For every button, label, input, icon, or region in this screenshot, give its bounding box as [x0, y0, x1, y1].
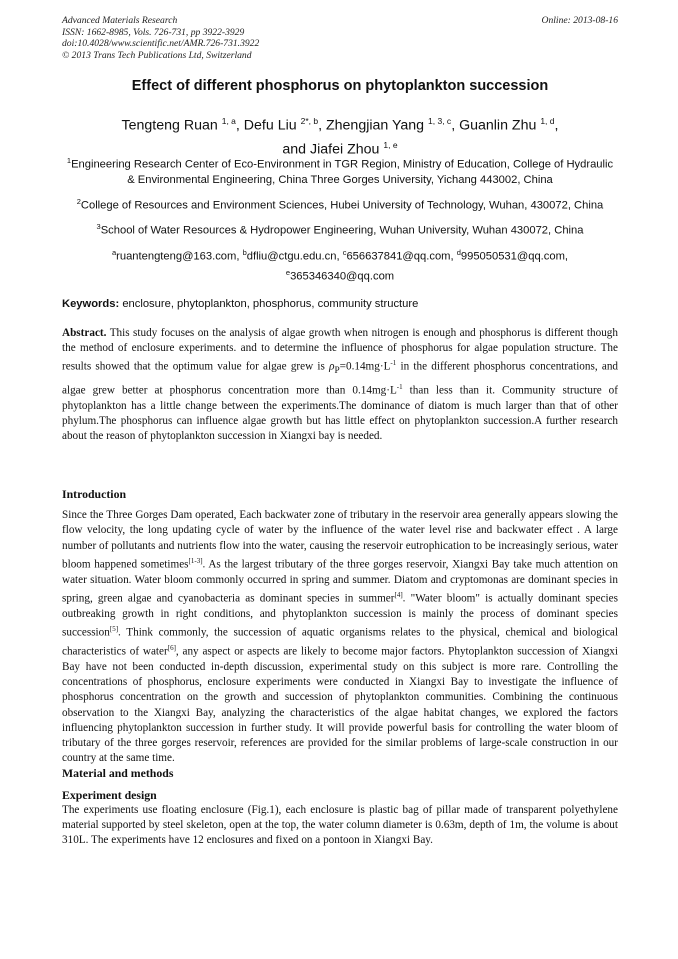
- affiliation-text: Engineering Research Center of Eco-Environment in TGR Region, Ministry of Education, College of Hydraulic & Environmental Engineering, China Three Gorges University, Yichang 443002, China: [71, 158, 614, 186]
- abstract-text: than less than it. Community structure of phytoplankton has a little change between the experiments.The dominance of diatom is much larger than that of other phylum.The phosphorus can influence algae growth but has little effect on phytoplankton succession.A further research about the reason of phytoplankton succession in Xiangxi bay is needed.: [62, 384, 618, 442]
- copyright-line: © 2013 Trans Tech Publications Ltd, Switzerland: [62, 49, 252, 61]
- introduction-heading: Introduction: [62, 487, 127, 501]
- affiliation: [62, 194, 618, 214]
- unit-exponent: -1: [390, 359, 397, 368]
- affiliation-num: 2: [76, 196, 81, 206]
- abstract: [62, 326, 618, 444]
- abstract-label: Abstract.: [62, 327, 107, 339]
- keywords-label: Keywords:: [62, 298, 120, 310]
- author-sup: 1, 3, c: [428, 116, 452, 126]
- author-name: Jiafei Zhou: [310, 141, 380, 158]
- affiliations: [62, 153, 618, 291]
- issn-line: ISSN: 1662-8985, Vols. 726-731, pp 3922-3929: [62, 26, 245, 38]
- email-key: e: [285, 267, 291, 277]
- email-link[interactable]: 365346340@qq.com: [290, 270, 395, 283]
- affiliation: [62, 153, 618, 188]
- intro-sentence: Since the Three Gorges Dam operated, Each backwater zone of tributary in the reservoir area generally appears slowing the flow velocity, the long updating cycle of water by the influence of the water level rise and backwater effect . A large number of pollutants and nutrients flow into the water, causing the reservoir eutrophication to be increasingly serious, water bloom happened sometimes: [62, 509, 618, 571]
- methods-text: The experiments use floating enclosure (Fig.1), each enclosure is plastic bag of pillar made of transparent polyethylene material supported by steel skeleton, open at the top, the water column diameter is 0.63m, depth of 1m, the volume is about 310L. The experiments have 12 enclosures and fixed on a pontoon in Xiangxi Bay.: [62, 803, 618, 847]
- abstract-text: This study focuses on the analysis of algae growth when nitrogen is enough and phosphorus is different though the method of enclosure experiments. and to determine the influence of phosphorus for algae population structure. The results showed that the optimum value for algae grew is: [62, 327, 618, 374]
- affiliation-num: 3: [96, 222, 101, 232]
- intro-sentence: . Think commonly, the succession of aquatic organisms relates to the physical, chemical and biological characteristics of water: [62, 626, 618, 658]
- author-sup: 1, a: [221, 116, 236, 126]
- author-name: Guanlin Zhu: [459, 117, 537, 134]
- email-link[interactable]: ruantengteng@163.com: [116, 250, 237, 263]
- affiliation-text: College of Resources and Environment Sciences, Hubei University of Technology, Wuhan, 430072, China: [80, 199, 604, 212]
- citation-ref[interactable]: [4]: [394, 590, 403, 599]
- email-link[interactable]: dfliu@ctgu.edu.cn: [246, 250, 337, 263]
- methods-heading: Material and methods: [62, 766, 174, 781]
- abstract-text: =0.14mg·L: [339, 361, 391, 374]
- affiliation: [62, 219, 618, 239]
- doi-line: doi:10.4028/www.scientific.net/AMR.726-731.3922: [62, 38, 260, 49]
- email-key: d: [456, 248, 461, 258]
- citation-ref[interactable]: [6]: [167, 644, 176, 653]
- affiliation-text: School of Water Resources & Hydropower Engineering, Wuhan University, Wuhan 430072, China: [100, 225, 584, 238]
- email-key: a: [111, 248, 117, 258]
- introduction-section: [62, 487, 618, 848]
- email-list: $^a$ruantengteng@163.com, $^b$dfliu@ctgu.edu.cn, $^c$656637841@qq.com, $^d$995050531@qq.com, $^e$365346340@qq.com: [111, 248, 569, 283]
- citation-ref[interactable]: [1-3]: [188, 556, 203, 565]
- intro-sentence: , any aspect or aspects are likely to become major factors. Phytoplankton succession of Xiangxi Bay have not been conducted in-depth discussion, experimental study on this subject is more rare. Controlling the concentrations of phosphorus, enclosure experiments were conducted in Xiangxi Bay to investigate the influence of phosphorus concentration on the growth and succession of phytoplankton communities. Combining the continuous observation to the Xiangxi Bay, analyzing the characteristics of the algae habitat changes, we explored the factors influencing phytoplankton succession in further study. It will provide powerful basis for controlling the water bloom of tributary of the three gorges reservoir, references are provided for the similar problems of large-scale construction in our country at the same time.: [62, 645, 618, 765]
- intro-sentence: . As the largest tributary of the three gorges reservoir, Xiangxi Bay take much attention on water situation. Water bloom commonly occurred in spring and summer. Diatom and cryptomonas are dominant species in spring, green algae and cyanobacteria as dominant species in summer: [62, 558, 618, 605]
- affiliation-num: 1: [66, 156, 72, 165]
- author-list: Tengteng Ruan $^{1, a}$, Defu Liu $^{2*, b}$, Zhengjian Yang $^{1, 3, c}$, Guanlin Zhu $^{1, d}$, and Jiafei Zhou $^{1, e}$: [121, 116, 559, 158]
- email-link[interactable]: 656637841@qq.com: [346, 250, 451, 263]
- rho-symbol: ρ: [329, 361, 335, 374]
- author-name: Zhengjian Yang: [325, 117, 425, 134]
- abstract-text: in the different phosphorus concentrations, and algae grew better at phosphorus concentration more than 0.14mg·L: [62, 361, 619, 397]
- online-date: Online: 2013-08-16: [541, 15, 618, 26]
- author-sup: 1, d: [540, 116, 555, 126]
- citation-ref[interactable]: [5]: [109, 625, 119, 634]
- intro-sentence: . "Water bloom" is actually dominant species outbreaking growth in right conditions, and phytoplankton succession is mainly the process of dominant species succession: [62, 592, 618, 639]
- email-key: b: [242, 248, 247, 258]
- introduction-text: [62, 508, 618, 766]
- paper-title: Effect of different phosphorus on phytoplankton succession: [131, 78, 549, 94]
- email-link[interactable]: 995050531@qq.com: [460, 250, 565, 263]
- author-name: Tengteng Ruan: [121, 117, 218, 134]
- author-sup: 1, e: [383, 139, 398, 150]
- journal-header: [62, 15, 618, 61]
- author-name: Defu Liu: [243, 117, 297, 134]
- rho-subscript: P: [334, 366, 340, 377]
- email-key: c: [342, 248, 347, 258]
- journal-name: Advanced Materials Research: [62, 15, 178, 26]
- keywords: [62, 298, 618, 310]
- author-sup: 2*, b: [300, 116, 319, 126]
- experiment-design-heading: Experiment design: [62, 787, 157, 802]
- unit-exponent: -1: [396, 382, 403, 391]
- keywords-text: enclosure, phytoplankton, phosphorus, community structure: [122, 298, 419, 310]
